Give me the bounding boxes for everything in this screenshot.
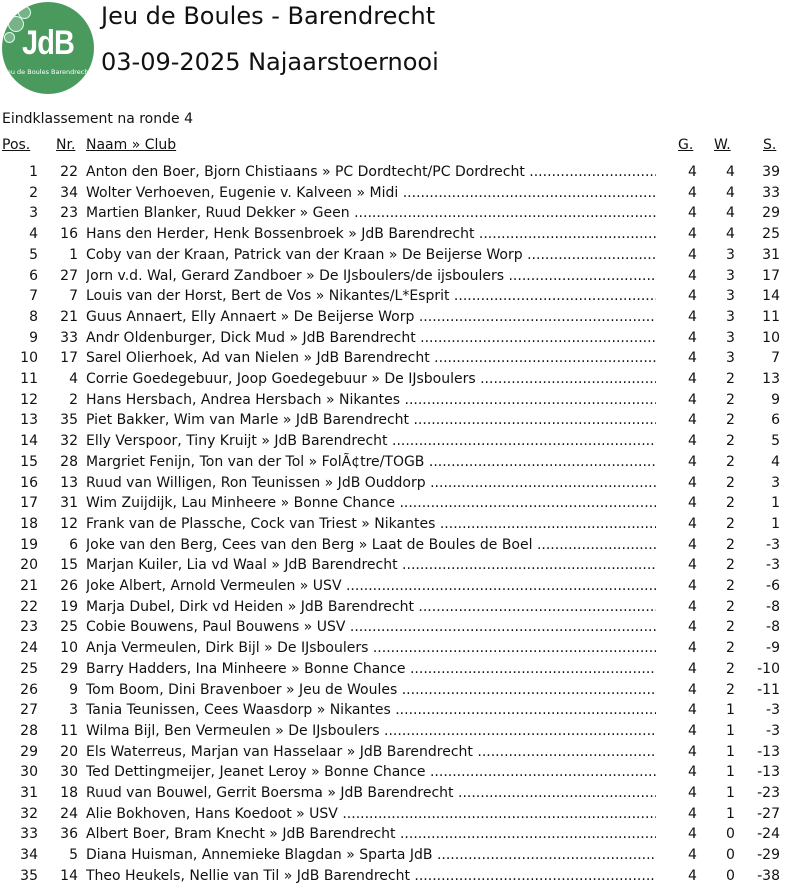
cell-number: 7	[69, 288, 78, 305]
cell-number: 2	[69, 391, 78, 408]
cell-games: 4	[688, 640, 697, 657]
cell-team-name-club: Piet Bakker, Wim van Marle » JdB Barendrecht .....	[86, 410, 656, 430]
table-row	[0, 266, 796, 286]
cell-score: 14	[762, 288, 780, 305]
table-row	[0, 493, 796, 513]
cell-team-name-club: Cobie Bouwens, Paul Bouwens » USV .....	[86, 617, 656, 637]
cell-wins: 2	[726, 681, 735, 698]
cell-position: 35	[20, 867, 38, 884]
col-header-pos: Pos.	[2, 137, 31, 153]
cell-team-name-club: Frank van de Plassche, Cock van Triest » Nikantes .....	[86, 514, 656, 534]
table-row	[0, 203, 796, 223]
logo-text: JdB	[21, 24, 75, 62]
cell-wins: 1	[726, 805, 735, 822]
cell-number: 23	[60, 205, 78, 222]
cell-number: 11	[60, 722, 78, 739]
cell-position: 17	[20, 495, 38, 512]
table-row	[0, 824, 796, 844]
cell-games: 4	[688, 826, 697, 843]
ranking-caption: Eindklassement na ronde 4	[2, 111, 193, 127]
cell-number: 19	[60, 598, 78, 615]
cell-position: 24	[20, 640, 38, 657]
cell-position: 16	[20, 474, 38, 491]
cell-wins: 3	[726, 267, 735, 284]
cell-position: 27	[20, 702, 38, 719]
cell-games: 4	[688, 350, 697, 367]
cell-team-name-club: Margriet Fenijn, Ton van der Tol » FolÃ¢tre/TOGB .....	[86, 452, 656, 472]
table-row	[0, 742, 796, 762]
cell-number: 3	[69, 702, 78, 719]
cell-team-name-club: Theo Heukels, Nellie van Til » JdB Barendrecht .....	[86, 866, 656, 886]
cell-wins: 0	[726, 847, 735, 864]
cell-score: 11	[762, 308, 780, 325]
cell-score: 6	[771, 412, 780, 429]
cell-games: 4	[688, 308, 697, 325]
table-row	[0, 452, 796, 472]
table-row	[0, 762, 796, 782]
table-row	[0, 307, 796, 327]
cell-number: 18	[60, 785, 78, 801]
table-row	[0, 680, 796, 700]
cell-team-name-club: Tom Boom, Dini Bravenboer » Jeu de Woules .....	[86, 680, 656, 700]
table-row	[0, 783, 796, 803]
col-header-games: G.	[678, 137, 694, 153]
cell-position: 1	[29, 164, 38, 180]
cell-team-name-club: Albert Boer, Bram Knecht » JdB Barendrecht .....	[86, 824, 656, 844]
table-row	[0, 286, 796, 306]
cell-games: 4	[688, 371, 697, 387]
cell-wins: 2	[726, 660, 735, 677]
cell-wins: 2	[726, 453, 735, 470]
cell-games: 4	[688, 495, 697, 512]
cell-number: 31	[60, 495, 78, 512]
cell-wins: 1	[726, 785, 735, 801]
cell-wins: 3	[726, 308, 735, 325]
cell-number: 29	[60, 660, 78, 677]
cell-score: -11	[757, 681, 780, 698]
cell-number: 36	[60, 826, 78, 843]
cell-score: 1	[771, 515, 780, 532]
cell-position: 21	[20, 578, 38, 594]
cell-position: 7	[29, 288, 38, 305]
cell-position: 9	[29, 329, 38, 346]
cell-wins: 2	[726, 536, 735, 553]
cell-games: 4	[688, 536, 697, 553]
table-row	[0, 328, 796, 348]
cell-games: 4	[688, 598, 697, 615]
cell-wins: 3	[726, 350, 735, 367]
cell-score: -13	[757, 743, 780, 760]
cell-number: 16	[60, 226, 78, 243]
cell-number: 6	[69, 536, 78, 553]
cell-number: 5	[69, 847, 78, 864]
cell-games: 4	[688, 785, 697, 801]
cell-games: 4	[688, 184, 697, 201]
cell-number: 30	[60, 764, 78, 781]
cell-team-name-club: Marjan Kuiler, Lia vd Waal » JdB Barendrecht .....	[86, 555, 656, 575]
cell-wins: 0	[726, 867, 735, 884]
cell-number: 24	[60, 805, 78, 822]
cell-wins: 2	[726, 619, 735, 636]
cell-score: 17	[762, 267, 780, 284]
cell-number: 9	[69, 681, 78, 698]
table-row	[0, 721, 796, 741]
cell-wins: 1	[726, 702, 735, 719]
cell-number: 21	[60, 308, 78, 325]
cell-wins: 2	[726, 515, 735, 532]
cell-wins: 1	[726, 722, 735, 739]
table-row	[0, 369, 796, 389]
cell-games: 4	[688, 578, 697, 594]
cell-wins: 3	[726, 246, 735, 263]
cell-position: 23	[20, 619, 38, 636]
cell-position: 8	[29, 308, 38, 325]
cell-position: 12	[20, 391, 38, 408]
table-row	[0, 597, 796, 617]
cell-position: 3	[29, 205, 38, 222]
cell-team-name-club: Martien Blanker, Ruud Dekker » Geen .....	[86, 203, 656, 223]
cell-wins: 2	[726, 598, 735, 615]
cell-games: 4	[688, 660, 697, 677]
cell-number: 10	[60, 640, 78, 657]
page-title: Jeu de Boules - Barendrecht	[101, 2, 436, 30]
cell-score: 4	[771, 453, 780, 470]
cell-number: 27	[60, 267, 78, 284]
table-row	[0, 804, 796, 824]
cell-position: 5	[29, 246, 38, 263]
cell-position: 28	[20, 722, 38, 739]
cell-score: -27	[757, 805, 780, 822]
table-row	[0, 245, 796, 265]
cell-position: 2	[29, 184, 38, 201]
cell-team-name-club: Ruud van Bouwel, Gerrit Boersma » JdB Barendrecht .....	[86, 783, 656, 803]
cell-wins: 4	[726, 184, 735, 201]
table-row	[0, 162, 796, 182]
cell-games: 4	[688, 391, 697, 408]
cell-score: -8	[766, 598, 780, 615]
cell-number: 22	[60, 164, 78, 180]
cell-wins: 3	[726, 288, 735, 305]
cell-position: 18	[20, 515, 38, 532]
table-row	[0, 700, 796, 720]
cell-score: 33	[762, 184, 780, 201]
cell-position: 33	[20, 826, 38, 843]
cell-position: 20	[20, 557, 38, 574]
table-row	[0, 638, 796, 658]
cell-wins: 1	[726, 743, 735, 760]
cell-games: 4	[688, 329, 697, 346]
cell-score: 5	[771, 433, 780, 450]
cell-position: 30	[20, 764, 38, 781]
cell-team-name-club: Ruud van Willigen, Ron Teunissen » JdB Ouddorp .....	[86, 473, 656, 493]
cell-position: 22	[20, 598, 38, 615]
cell-score: -23	[757, 785, 780, 801]
table-row	[0, 348, 796, 368]
cell-games: 4	[688, 805, 697, 822]
cell-wins: 2	[726, 474, 735, 491]
cell-games: 4	[688, 246, 697, 263]
cell-number: 17	[60, 350, 78, 367]
cell-score: 10	[762, 329, 780, 346]
cell-score: -29	[757, 847, 780, 864]
cell-score: -10	[757, 660, 780, 677]
cell-position: 4	[29, 226, 38, 243]
col-header-name: Naam » Club	[86, 137, 177, 153]
col-header-wins: W.	[714, 137, 731, 153]
cell-wins: 4	[726, 205, 735, 222]
cell-number: 1	[69, 246, 78, 263]
cell-score: -3	[766, 722, 780, 739]
cell-position: 11	[20, 371, 38, 387]
cell-score: -9	[766, 640, 780, 657]
cell-wins: 2	[726, 640, 735, 657]
cell-team-name-club: Anja Vermeulen, Dirk Bijl » De IJsboulers .....	[86, 638, 656, 658]
table-row	[0, 576, 796, 596]
page-subtitle: 03-09-2025 Najaarstoernooi	[101, 48, 439, 76]
cell-wins: 2	[726, 495, 735, 512]
table-row	[0, 535, 796, 555]
cell-position: 14	[20, 433, 38, 450]
cell-games: 4	[688, 267, 697, 284]
cell-team-name-club: Hans den Herder, Henk Bossenbroek » JdB Barendrecht .....	[86, 224, 656, 244]
cell-score: 25	[762, 226, 780, 243]
cell-wins: 0	[726, 826, 735, 843]
table-row	[0, 514, 796, 534]
cell-score: -38	[757, 867, 780, 884]
cell-team-name-club: Andr Oldenburger, Dick Mud » JdB Barendrecht .....	[86, 328, 656, 348]
table-row	[0, 845, 796, 865]
cell-position: 34	[20, 847, 38, 864]
cell-team-name-club: Wilma Bijl, Ben Vermeulen » De IJsboulers .....	[86, 721, 656, 741]
cell-games: 4	[688, 722, 697, 739]
cell-team-name-club: Guus Annaert, Elly Annaert » De Beijerse Worp .....	[86, 307, 656, 327]
cell-score: -3	[766, 557, 780, 574]
cell-number: 28	[60, 453, 78, 470]
cell-games: 4	[688, 412, 697, 429]
cell-score: -6	[766, 578, 780, 594]
cell-team-name-club: Tania Teunissen, Cees Waasdorp » Nikantes .....	[86, 700, 656, 720]
cell-team-name-club: Ted Dettingmeijer, Jeanet Leroy » Bonne Chance .....	[86, 762, 656, 782]
cell-team-name-club: Coby van der Kraan, Patrick van der Kraan » De Beijerse Worp .....	[86, 245, 656, 265]
cell-number: 25	[60, 619, 78, 636]
cell-games: 4	[688, 515, 697, 532]
cell-position: 6	[29, 267, 38, 284]
table-row	[0, 431, 796, 451]
cell-games: 4	[688, 226, 697, 243]
cell-wins: 4	[726, 164, 735, 180]
cell-games: 4	[688, 847, 697, 864]
cell-wins: 1	[726, 764, 735, 781]
table-row	[0, 224, 796, 244]
cell-number: 34	[60, 184, 78, 201]
cell-wins: 2	[726, 391, 735, 408]
table-row	[0, 390, 796, 410]
cell-games: 4	[688, 702, 697, 719]
cell-position: 29	[20, 743, 38, 760]
cell-wins: 2	[726, 433, 735, 450]
cell-score: 31	[762, 246, 780, 263]
cell-games: 4	[688, 681, 697, 698]
cell-number: 32	[60, 433, 78, 450]
cell-number: 15	[60, 557, 78, 574]
cell-team-name-club: Barry Hadders, Ina Minheere » Bonne Chance .....	[86, 659, 656, 679]
cell-games: 4	[688, 557, 697, 574]
cell-team-name-club: Sarel Olierhoek, Ad van Nielen » JdB Barendrecht .....	[86, 348, 656, 368]
cell-position: 26	[20, 681, 38, 698]
cell-team-name-club: Hans Hersbach, Andrea Hersbach » Nikantes .....	[86, 390, 656, 410]
table-row	[0, 866, 796, 886]
cell-number: 35	[60, 412, 78, 429]
cell-team-name-club: Elly Verspoor, Tiny Kruijt » JdB Barendrecht .....	[86, 431, 656, 451]
cell-team-name-club: Wim Zuijdijk, Lau Minheere » Bonne Chance .....	[86, 493, 656, 513]
cell-number: 14	[60, 867, 78, 884]
cell-team-name-club: Els Waterreus, Marjan van Hasselaar » JdB Barendrecht .....	[86, 742, 656, 762]
table-row	[0, 555, 796, 575]
cell-score: 1	[771, 495, 780, 512]
table-row	[0, 617, 796, 637]
cell-team-name-club: Anton den Boer, Bjorn Chistiaans » PC Dordtecht/PC Dordrecht .....	[86, 162, 656, 182]
cell-team-name-club: Corrie Goedegebuur, Joop Goedegebuur » De IJsboulers .....	[86, 369, 656, 389]
cell-team-name-club: Marja Dubel, Dirk vd Heiden » JdB Barendrecht .....	[86, 597, 656, 617]
cell-games: 4	[688, 619, 697, 636]
cell-number: 13	[60, 474, 78, 491]
cell-team-name-club: Alie Bokhoven, Hans Koedoot » USV .....	[86, 804, 656, 824]
table-row	[0, 410, 796, 430]
cell-position: 10	[20, 350, 38, 367]
cell-position: 19	[20, 536, 38, 553]
cell-team-name-club: Louis van der Horst, Bert de Vos » Nikantes/L*Esprit .....	[86, 286, 656, 306]
cell-wins: 4	[726, 226, 735, 243]
cell-team-name-club: Wolter Verhoeven, Eugenie v. Kalveen » Midi .....	[86, 183, 656, 203]
cell-score: 3	[771, 474, 780, 491]
club-logo	[2, 2, 94, 94]
cell-team-name-club: Joke van den Berg, Cees van den Berg » Laat de Boules de Boel .....	[86, 535, 656, 555]
cell-wins: 3	[726, 329, 735, 346]
cell-number: 26	[60, 578, 78, 594]
cell-number: 4	[69, 371, 78, 387]
cell-score: 29	[762, 205, 780, 222]
cell-score: -3	[766, 702, 780, 719]
cell-games: 4	[688, 867, 697, 884]
cell-team-name-club: Joke Albert, Arnold Vermeulen » USV .....	[86, 576, 656, 596]
col-header-nr: Nr.	[56, 137, 76, 153]
cell-team-name-club: Jorn v.d. Wal, Gerard Zandboer » De IJsboulers/de ijsboulers .....	[86, 266, 656, 286]
cell-position: 15	[20, 453, 38, 470]
cell-score: 9	[771, 391, 780, 408]
cell-wins: 2	[726, 557, 735, 574]
cell-games: 4	[688, 764, 697, 781]
cell-score: -8	[766, 619, 780, 636]
cell-position: 25	[20, 660, 38, 677]
cell-games: 4	[688, 474, 697, 491]
cell-wins: 2	[726, 578, 735, 594]
cell-score: -13	[757, 764, 780, 781]
cell-position: 31	[20, 785, 38, 801]
cell-games: 4	[688, 743, 697, 760]
table-row	[0, 659, 796, 679]
cell-number: 33	[60, 329, 78, 346]
cell-games: 4	[688, 433, 697, 450]
cell-team-name-club: Diana Huisman, Annemieke Blagdan » Sparta JdB .....	[86, 845, 656, 865]
cell-score: 39	[762, 164, 780, 180]
cell-number: 20	[60, 743, 78, 760]
cell-games: 4	[688, 164, 697, 180]
cell-games: 4	[688, 453, 697, 470]
cell-score: -3	[766, 536, 780, 553]
cell-wins: 2	[726, 412, 735, 429]
cell-games: 4	[688, 205, 697, 222]
cell-score: -24	[757, 826, 780, 843]
table-row	[0, 183, 796, 203]
col-header-score: S.	[763, 137, 777, 153]
logo-subtitle: Jeu de Boules Barendrecht	[4, 68, 92, 76]
cell-position: 32	[20, 805, 38, 822]
cell-games: 4	[688, 288, 697, 305]
cell-position: 13	[20, 412, 38, 429]
cell-score: 7	[771, 350, 780, 367]
table-row	[0, 473, 796, 493]
cell-number: 12	[60, 515, 78, 532]
cell-score: 13	[762, 371, 780, 387]
cell-wins: 2	[726, 371, 735, 387]
